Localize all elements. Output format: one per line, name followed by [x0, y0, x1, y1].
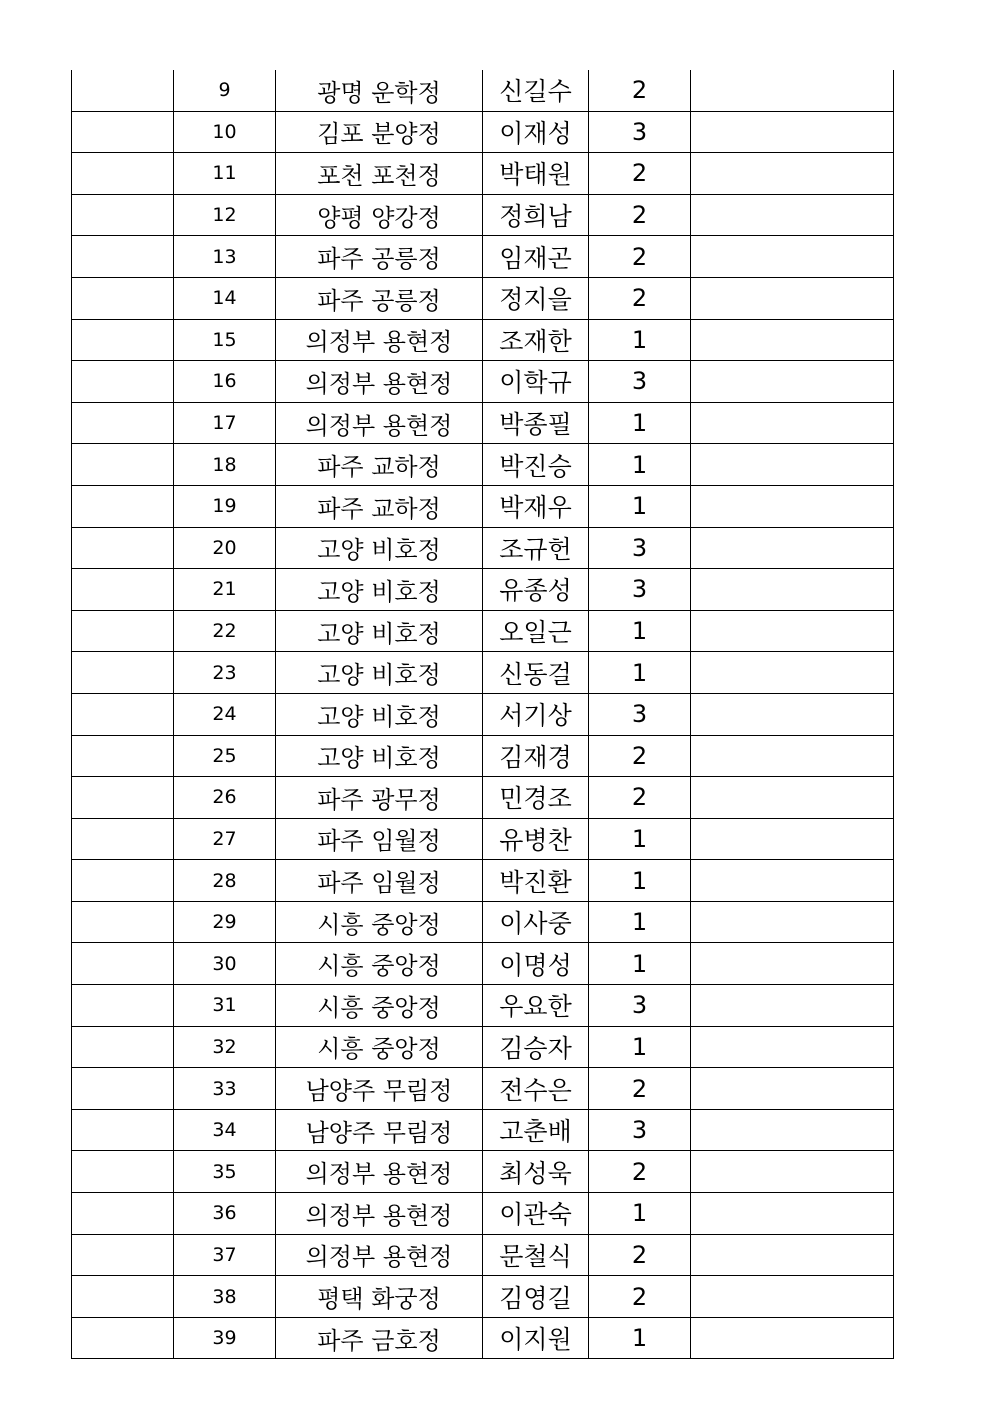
club-location-cell: 남양주 무림정 [276, 1109, 483, 1151]
table-row [72, 1276, 894, 1318]
blank-cell [72, 1068, 174, 1110]
blank-cell [72, 277, 174, 319]
blank-cell [72, 1026, 174, 1068]
count-cell: 2 [589, 777, 691, 819]
club-location-cell: 파주 금호정 [276, 1317, 483, 1359]
table-row [72, 943, 894, 985]
blank-cell [72, 70, 174, 111]
member-name-cell: 유종성 [483, 569, 589, 611]
member-name-cell: 이지원 [483, 1317, 589, 1359]
row-number-cell: 32 [174, 1026, 276, 1068]
blank-cell [72, 1193, 174, 1235]
member-name-cell: 이재성 [483, 111, 589, 153]
member-name-cell: 유병찬 [483, 818, 589, 860]
member-name-cell: 문철식 [483, 1234, 589, 1276]
club-location-cell: 고양 비호정 [276, 527, 483, 569]
row-number-cell: 19 [174, 485, 276, 527]
count-cell: 1 [589, 1317, 691, 1359]
blank-cell [72, 735, 174, 777]
count-cell: 1 [589, 610, 691, 652]
count-cell: 2 [589, 1234, 691, 1276]
blank-cell [72, 1109, 174, 1151]
table-row [72, 610, 894, 652]
blank-cell [72, 1317, 174, 1359]
table-row [72, 70, 894, 111]
club-location-cell: 평택 화궁정 [276, 1276, 483, 1318]
table-row [72, 485, 894, 527]
row-number-cell: 25 [174, 735, 276, 777]
table-row [72, 901, 894, 943]
member-name-cell: 이사중 [483, 901, 589, 943]
blank-cell [72, 444, 174, 486]
note-cell [691, 236, 894, 278]
count-cell: 2 [589, 1068, 691, 1110]
note-cell [691, 153, 894, 195]
row-number-cell: 31 [174, 985, 276, 1027]
note-cell [691, 901, 894, 943]
member-name-cell: 임재곤 [483, 236, 589, 278]
blank-cell [72, 361, 174, 403]
note-cell [691, 652, 894, 694]
count-cell: 2 [589, 236, 691, 278]
count-cell: 3 [589, 569, 691, 611]
member-name-cell: 박종필 [483, 402, 589, 444]
count-cell: 2 [589, 194, 691, 236]
club-location-cell: 시흥 중앙정 [276, 985, 483, 1027]
count-cell: 2 [589, 70, 691, 111]
row-number-cell: 20 [174, 527, 276, 569]
club-location-cell: 의정부 용현정 [276, 361, 483, 403]
blank-cell [72, 111, 174, 153]
club-location-cell: 파주 임월정 [276, 818, 483, 860]
note-cell [691, 1317, 894, 1359]
note-cell [691, 1026, 894, 1068]
note-cell [691, 1068, 894, 1110]
club-location-cell: 고양 비호정 [276, 652, 483, 694]
note-cell [691, 402, 894, 444]
member-name-cell: 박재우 [483, 485, 589, 527]
club-location-cell: 남양주 무림정 [276, 1068, 483, 1110]
row-number-cell: 18 [174, 444, 276, 486]
row-number-cell: 13 [174, 236, 276, 278]
roster-table [71, 70, 894, 1359]
member-name-cell: 고춘배 [483, 1109, 589, 1151]
club-location-cell: 의정부 용현정 [276, 1193, 483, 1235]
row-number-cell: 15 [174, 319, 276, 361]
blank-cell [72, 153, 174, 195]
club-location-cell: 의정부 용현정 [276, 1151, 483, 1193]
note-cell [691, 444, 894, 486]
club-location-cell: 파주 교하정 [276, 444, 483, 486]
table-row [72, 1234, 894, 1276]
count-cell: 1 [589, 1026, 691, 1068]
club-location-cell: 고양 비호정 [276, 569, 483, 611]
club-location-cell: 고양 비호정 [276, 693, 483, 735]
blank-cell [72, 527, 174, 569]
member-name-cell: 조규헌 [483, 527, 589, 569]
table-row [72, 860, 894, 902]
row-number-cell: 14 [174, 277, 276, 319]
table-row [72, 1026, 894, 1068]
note-cell [691, 610, 894, 652]
member-name-cell: 김재경 [483, 735, 589, 777]
note-cell [691, 319, 894, 361]
count-cell: 1 [589, 319, 691, 361]
row-number-cell: 16 [174, 361, 276, 403]
row-number-cell: 10 [174, 111, 276, 153]
member-name-cell: 박진승 [483, 444, 589, 486]
club-location-cell: 파주 임월정 [276, 860, 483, 902]
blank-cell [72, 1151, 174, 1193]
member-name-cell: 서기상 [483, 693, 589, 735]
note-cell [691, 527, 894, 569]
count-cell: 1 [589, 943, 691, 985]
member-name-cell: 박태원 [483, 153, 589, 195]
member-name-cell: 전수은 [483, 1068, 589, 1110]
row-number-cell: 34 [174, 1109, 276, 1151]
table-row [72, 111, 894, 153]
count-cell: 3 [589, 361, 691, 403]
table-row [72, 652, 894, 694]
blank-cell [72, 901, 174, 943]
table-row [72, 153, 894, 195]
row-number-cell: 28 [174, 860, 276, 902]
count-cell: 3 [589, 693, 691, 735]
count-cell: 2 [589, 277, 691, 319]
club-location-cell: 파주 광무정 [276, 777, 483, 819]
member-name-cell: 신동걸 [483, 652, 589, 694]
note-cell [691, 1193, 894, 1235]
club-location-cell: 파주 교하정 [276, 485, 483, 527]
row-number-cell: 23 [174, 652, 276, 694]
note-cell [691, 70, 894, 111]
blank-cell [72, 1234, 174, 1276]
member-name-cell: 우요한 [483, 985, 589, 1027]
row-number-cell: 17 [174, 402, 276, 444]
table-row [72, 319, 894, 361]
note-cell [691, 361, 894, 403]
club-location-cell: 파주 공릉정 [276, 236, 483, 278]
member-name-cell: 최성욱 [483, 1151, 589, 1193]
table-row [72, 1109, 894, 1151]
club-location-cell: 김포 분양정 [276, 111, 483, 153]
member-name-cell: 박진환 [483, 860, 589, 902]
count-cell: 2 [589, 153, 691, 195]
count-cell: 1 [589, 818, 691, 860]
club-location-cell: 광명 운학정 [276, 70, 483, 111]
note-cell [691, 1276, 894, 1318]
row-number-cell: 26 [174, 777, 276, 819]
note-cell [691, 693, 894, 735]
note-cell [691, 777, 894, 819]
table-row [72, 693, 894, 735]
table-row [72, 569, 894, 611]
note-cell [691, 943, 894, 985]
note-cell [691, 194, 894, 236]
blank-cell [72, 777, 174, 819]
count-cell: 3 [589, 985, 691, 1027]
blank-cell [72, 402, 174, 444]
member-name-cell: 조재한 [483, 319, 589, 361]
table-row [72, 361, 894, 403]
member-name-cell: 김승자 [483, 1026, 589, 1068]
blank-cell [72, 943, 174, 985]
note-cell [691, 485, 894, 527]
count-cell: 2 [589, 735, 691, 777]
note-cell [691, 277, 894, 319]
member-name-cell: 정지을 [483, 277, 589, 319]
table-row [72, 735, 894, 777]
table-row [72, 1193, 894, 1235]
count-cell: 3 [589, 527, 691, 569]
note-cell [691, 1234, 894, 1276]
row-number-cell: 22 [174, 610, 276, 652]
row-number-cell: 38 [174, 1276, 276, 1318]
member-name-cell: 오일근 [483, 610, 589, 652]
table-row [72, 277, 894, 319]
row-number-cell: 33 [174, 1068, 276, 1110]
member-name-cell: 이명성 [483, 943, 589, 985]
row-number-cell: 30 [174, 943, 276, 985]
blank-cell [72, 985, 174, 1027]
table-row [72, 818, 894, 860]
table-row [72, 527, 894, 569]
club-location-cell: 시흥 중앙정 [276, 943, 483, 985]
club-location-cell: 양평 양강정 [276, 194, 483, 236]
blank-cell [72, 652, 174, 694]
count-cell: 2 [589, 1276, 691, 1318]
row-number-cell: 11 [174, 153, 276, 195]
blank-cell [72, 485, 174, 527]
blank-cell [72, 693, 174, 735]
table-row [72, 236, 894, 278]
roster-table-body [72, 70, 894, 1359]
count-cell: 1 [589, 652, 691, 694]
note-cell [691, 985, 894, 1027]
blank-cell [72, 818, 174, 860]
row-number-cell: 37 [174, 1234, 276, 1276]
table-row [72, 194, 894, 236]
club-location-cell: 시흥 중앙정 [276, 1026, 483, 1068]
member-name-cell: 민경조 [483, 777, 589, 819]
count-cell: 1 [589, 860, 691, 902]
blank-cell [72, 860, 174, 902]
row-number-cell: 21 [174, 569, 276, 611]
table-row [72, 444, 894, 486]
table-row [72, 1317, 894, 1359]
club-location-cell: 시흥 중앙정 [276, 901, 483, 943]
count-cell: 1 [589, 485, 691, 527]
row-number-cell: 35 [174, 1151, 276, 1193]
count-cell: 3 [589, 1109, 691, 1151]
row-number-cell: 36 [174, 1193, 276, 1235]
note-cell [691, 735, 894, 777]
blank-cell [72, 236, 174, 278]
blank-cell [72, 610, 174, 652]
count-cell: 3 [589, 111, 691, 153]
member-name-cell: 신길수 [483, 70, 589, 111]
club-location-cell: 의정부 용현정 [276, 402, 483, 444]
table-row [72, 1151, 894, 1193]
club-location-cell: 의정부 용현정 [276, 319, 483, 361]
note-cell [691, 818, 894, 860]
table-row [72, 777, 894, 819]
row-number-cell: 39 [174, 1317, 276, 1359]
club-location-cell: 고양 비호정 [276, 610, 483, 652]
table-row [72, 1068, 894, 1110]
table-row [72, 402, 894, 444]
row-number-cell: 27 [174, 818, 276, 860]
member-name-cell: 이관숙 [483, 1193, 589, 1235]
row-number-cell: 12 [174, 194, 276, 236]
count-cell: 2 [589, 1151, 691, 1193]
club-location-cell: 고양 비호정 [276, 735, 483, 777]
row-number-cell: 9 [174, 70, 276, 111]
blank-cell [72, 1276, 174, 1318]
blank-cell [72, 319, 174, 361]
table-row [72, 985, 894, 1027]
club-location-cell: 의정부 용현정 [276, 1234, 483, 1276]
count-cell: 1 [589, 1193, 691, 1235]
note-cell [691, 569, 894, 611]
row-number-cell: 29 [174, 901, 276, 943]
club-location-cell: 파주 공릉정 [276, 277, 483, 319]
blank-cell [72, 194, 174, 236]
member-name-cell: 정희남 [483, 194, 589, 236]
count-cell: 1 [589, 402, 691, 444]
member-name-cell: 이학규 [483, 361, 589, 403]
row-number-cell: 24 [174, 693, 276, 735]
count-cell: 1 [589, 901, 691, 943]
club-location-cell: 포천 포천정 [276, 153, 483, 195]
blank-cell [72, 569, 174, 611]
member-name-cell: 김영길 [483, 1276, 589, 1318]
note-cell [691, 860, 894, 902]
note-cell [691, 1151, 894, 1193]
count-cell: 1 [589, 444, 691, 486]
note-cell [691, 111, 894, 153]
note-cell [691, 1109, 894, 1151]
